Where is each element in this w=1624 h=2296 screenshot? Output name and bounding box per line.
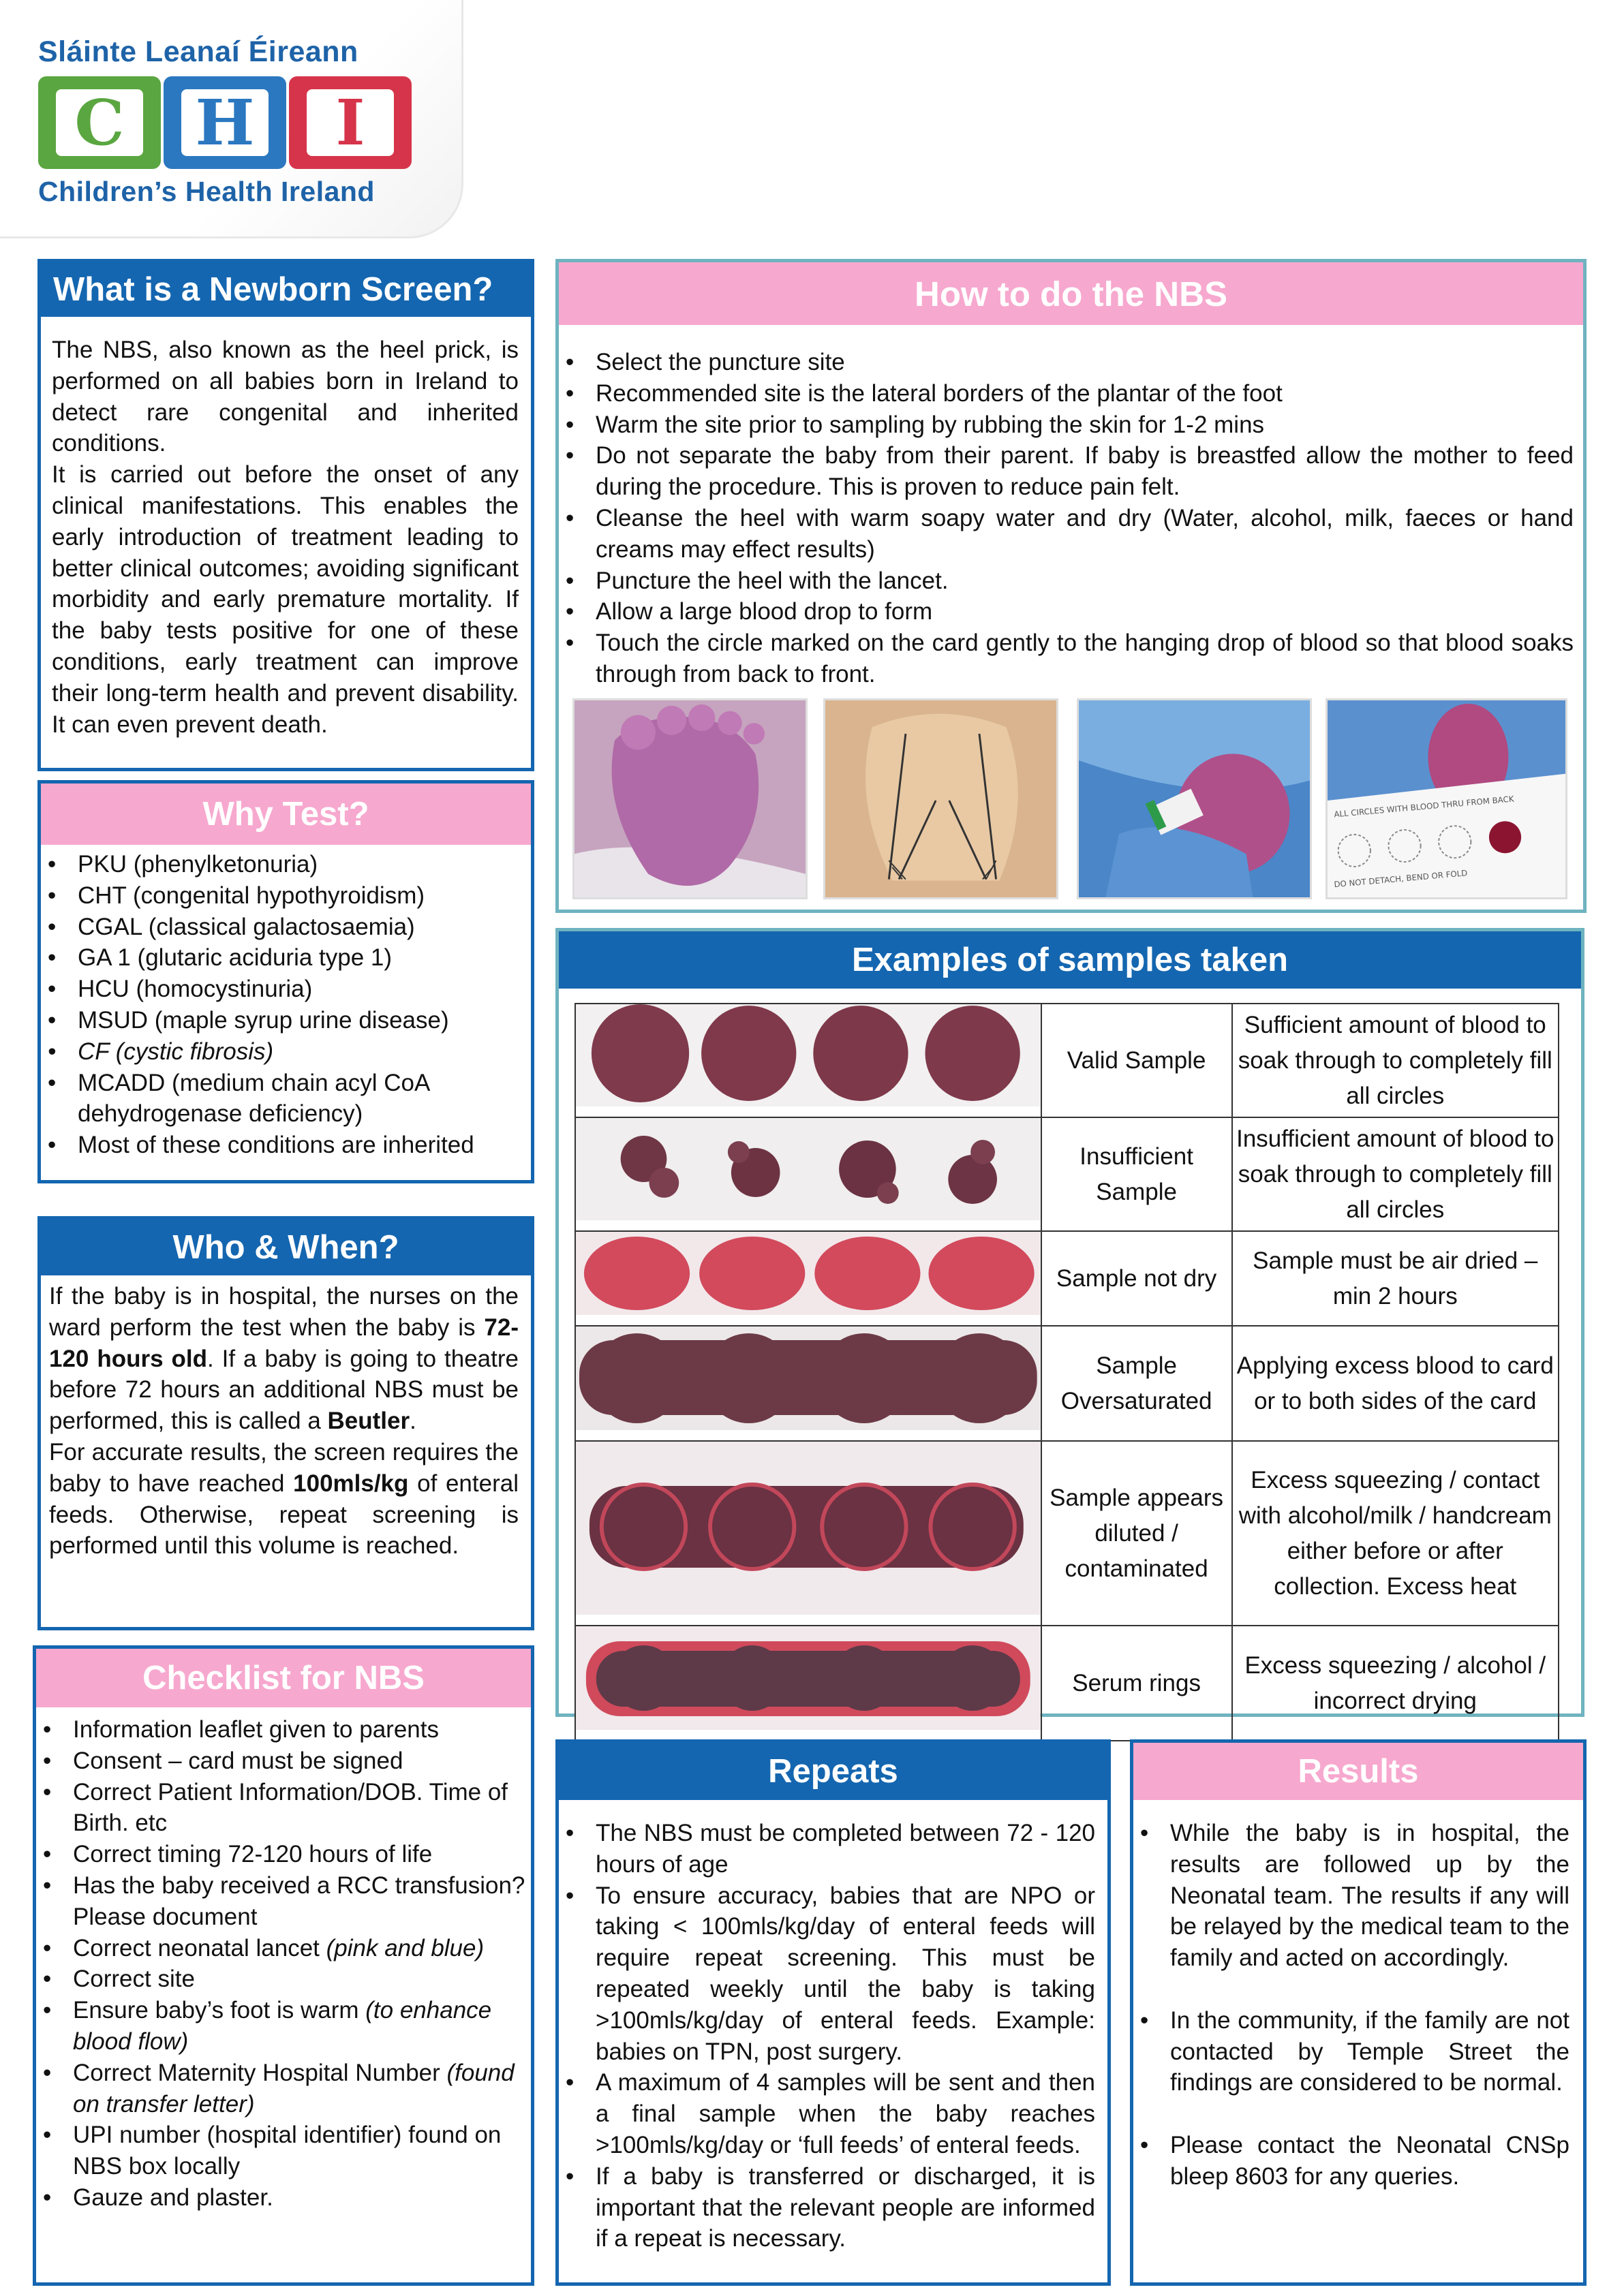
why-panel: [37, 780, 534, 1183]
what-body: [41, 317, 531, 740]
sample-desc-cell: [1232, 1626, 1559, 1741]
photo-blood-card: [1326, 698, 1567, 899]
who-text: of enteral feeds. Otherwise, repeat screening is performed until this volume is reached.: [49, 1470, 519, 1560]
why-list: [41, 845, 531, 1161]
repeats-panel: [555, 1739, 1111, 2286]
list-item: [36, 1870, 531, 1933]
list-item: [36, 2120, 531, 2182]
who-paragraph-1: [49, 1281, 519, 1437]
who-body: [41, 1275, 531, 1562]
list-item: • The NBS must be completed between 72 - 120 hours of age: [559, 1818, 1095, 1880]
checklist-text: Ensure baby’s foot is warm: [73, 1997, 366, 2024]
logo-letter-h: H: [181, 89, 269, 156]
why-title: Why Test?: [41, 784, 531, 845]
list-item: • Warm the site prior to sampling by rubbing the skin for 1-2 mins: [559, 409, 1574, 441]
cf-item-text: CF (cystic fibrosis): [78, 1038, 274, 1065]
sample-image-serum: [575, 1626, 1041, 1741]
sample-description: Applying excess blood to card or to both sides of the card: [1236, 1352, 1554, 1414]
logo-block-c: [38, 76, 161, 169]
sample-desc-cell: [1232, 1326, 1559, 1441]
sample-description: Excess squeezing / alcohol / incorrect drying: [1244, 1651, 1546, 1714]
list-item: • Allow a large blood drop to form: [559, 596, 1574, 627]
who-text: .: [410, 1408, 416, 1435]
checklist-text: Correct Patient Information/DOB. Time of Birth. etc: [73, 1778, 508, 1837]
who-panel: [37, 1216, 534, 1630]
list-item: [36, 1964, 531, 1995]
list-item: • Select the puncture site: [559, 347, 1574, 378]
list-item: [36, 1839, 531, 1870]
who-title: Who & When?: [41, 1220, 531, 1275]
list-item: [36, 1933, 531, 1964]
sample-description: Insufficient amount of blood to soak through to completely fill all circles: [1236, 1125, 1554, 1223]
sample-desc-cell: [1232, 1441, 1559, 1626]
list-item: • PKU (phenylketonuria): [41, 849, 531, 880]
checklist-text: Correct neonatal lancet: [73, 1934, 326, 1961]
what-paragraph-2: It is carried out before the onset of any clinical manifestations. This enables the early introduction of treatment leading to better clinical outcomes; avoiding significant morbidity and early premature mortality. If the baby tests positive for one of these conditions, early treatment can improve their long-term health and prevent disability. It can even prevent death.: [52, 461, 519, 738]
logo-block-h: [164, 76, 286, 169]
card-caption-bottom: DO NOT DETACH, BEND OR FOLD: [1333, 868, 1468, 890]
list-item: • Touch the circle marked on the card gently to the hanging drop of blood so that blood soaks through from back to front.: [559, 627, 1574, 690]
what-paragraph-1: The NBS, also known as the heel prick, is performed on all babies born in Ireland to detect rare congenital and inherited conditions.: [52, 337, 519, 457]
sample-image-valid: [575, 1004, 1041, 1117]
sample-name-cell: [1041, 1004, 1232, 1117]
list-item: • CGAL (classical galactosaemia): [41, 912, 531, 943]
list-item: • While the baby is in hospital, the results are followed up by the Neonatal team. The results if any will be relayed by the medical team to the family and acted on accordingly.: [1133, 1818, 1569, 1974]
checklist-text: Correct Maternity Hospital Number: [73, 2059, 447, 2086]
logo-block-i: [289, 76, 412, 169]
list-item: • Do not separate the baby from their parent. If baby is breastfed allow the mother to feed during the procedure. This is proven to reduce pain felt.: [559, 440, 1574, 503]
sample-name: Sample Oversaturated: [1060, 1352, 1212, 1414]
checklist-text: Consent – card must be signed: [73, 1747, 403, 1774]
checklist-title: Checklist for NBS: [36, 1649, 531, 1707]
chi-logo: [0, 0, 463, 238]
sample-name-cell: [1041, 1326, 1232, 1441]
checklist-text: Correct timing 72-120 hours of life: [73, 1841, 433, 1868]
sample-name-cell: [1041, 1441, 1232, 1626]
sample-name-cell: [1041, 1231, 1232, 1326]
what-panel: [37, 259, 534, 771]
photo-heel-diagram: [823, 698, 1058, 899]
list-item: [41, 1036, 531, 1068]
list-item: • HCU (homocystinuria): [41, 974, 531, 1005]
table-row: [575, 1004, 1559, 1117]
sample-name: Serum rings: [1072, 1669, 1201, 1696]
checklist-list: [36, 1707, 531, 2214]
list-item: [36, 2058, 531, 2120]
samples-title: Examples of samples taken: [559, 931, 1581, 989]
checklist-text: UPI number (hospital identifier) found on NBS box locally: [73, 2122, 502, 2180]
list-item: • MSUD (maple syrup urine disease): [41, 1005, 531, 1036]
list-item: • To ensure accuracy, babies that are NPO or taking < 100mls/kg/day of enteral feeds will require repeat screening. This must be repeated weekly until the baby is taking >100mls/kg/day of enteral feeds. Example: babies on TPN, post surgery.: [559, 1880, 1095, 2068]
repeats-list: [559, 1800, 1107, 2254]
list-item: • GA 1 (glutaric aciduria type 1): [41, 942, 531, 974]
sample-desc-cell: [1232, 1117, 1559, 1231]
photo-lancet: [1077, 698, 1312, 899]
repeats-title: Repeats: [559, 1743, 1107, 1800]
logo-irish-name: Sláinte Leanaí Éireann: [38, 35, 358, 68]
who-bold-volume: 100mls/kg: [293, 1470, 409, 1497]
how-title: How to do the NBS: [559, 262, 1583, 325]
sample-description: Sample must be air dried – min 2 hours: [1253, 1247, 1538, 1309]
who-bold-beutler: Beutler: [327, 1408, 410, 1435]
sample-image-notdry: [575, 1231, 1041, 1326]
sample-name-cell: [1041, 1626, 1232, 1741]
list-item: [36, 1995, 531, 2058]
table-row: [575, 1231, 1559, 1326]
list-item: • CHT (congenital hypothyroidism): [41, 880, 531, 912]
who-paragraph-2: [49, 1437, 519, 1562]
logo-english-name: Children’s Health Ireland: [38, 176, 375, 207]
results-list: [1133, 1800, 1583, 2192]
checklist-emphasis: (found on transfer letter): [73, 2059, 515, 2117]
checklist-text: Information leaflet given to parents: [73, 1716, 439, 1743]
who-text: If the baby is in hospital, the nurses on the ward perform the test when the baby is: [49, 1283, 519, 1341]
list-item: • Puncture the heel with the lancet.: [559, 565, 1574, 597]
table-row: [575, 1326, 1559, 1441]
list-item: • Recommended site is the lateral borders of the plantar of the foot: [559, 378, 1574, 409]
table-row: [575, 1117, 1559, 1231]
who-text: For accurate results, the screen requires the baby to have reached: [49, 1438, 519, 1497]
checklist-panel: [33, 1645, 534, 2286]
sample-name: Valid Sample: [1067, 1046, 1206, 1074]
list-item: • Please contact the Neonatal CNSp bleep 8603 for any queries.: [1133, 2130, 1569, 2192]
sample-image-oversaturated: [575, 1326, 1041, 1441]
checklist-emphasis: (pink and blue): [326, 1934, 485, 1961]
table-row: [575, 1626, 1559, 1741]
how-list: [559, 325, 1583, 690]
sample-name: Sample appears diluted / contaminated: [1050, 1484, 1224, 1582]
who-bold-hours: 72-120 hours old: [49, 1314, 519, 1372]
list-item: • MCADD (medium chain acyl CoA dehydrogenase deficiency): [41, 1068, 531, 1130]
sample-image-insufficient: [575, 1117, 1041, 1231]
list-item: • Most of these conditions are inherited: [41, 1130, 531, 1161]
sample-name-cell: [1041, 1117, 1232, 1231]
checklist-text: Has the baby received a RCC transfusion? Please document: [73, 1872, 525, 1930]
list-item: • If a baby is transferred or discharged, it is important that the relevant people are informed if a repeat is necessary.: [559, 2161, 1095, 2254]
sample-description: Excess squeezing / contact with alcohol/milk / handcream either before or after collection. Excess heat: [1238, 1466, 1552, 1600]
samples-table: [574, 1003, 1559, 1741]
results-panel: [1130, 1739, 1587, 2286]
sample-image-diluted: [575, 1441, 1041, 1626]
list-item: [36, 1777, 531, 1840]
logo-letter-i: I: [307, 89, 394, 156]
card-caption-top: ALL CIRCLES WITH BLOOD THRU FROM BACK: [1333, 794, 1515, 820]
sample-name: Sample not dry: [1056, 1265, 1217, 1292]
photo-baby-foot: [572, 698, 808, 899]
list-item: • A maximum of 4 samples will be sent and then a final sample when the baby reaches >100mls/kg/day or ‘full feeds’ of enteral feeds.: [559, 2067, 1095, 2160]
logo-letter-c: C: [56, 89, 143, 156]
table-row: [575, 1441, 1559, 1626]
list-item: [36, 2182, 531, 2214]
checklist-emphasis: (to enhance blood flow): [73, 1997, 492, 2055]
who-text: . If a baby is going to theatre before 72 hours an additional NBS must be performed, this is called a: [49, 1345, 519, 1435]
list-item: • Cleanse the heel with warm soapy water and dry (Water, alcohol, milk, faeces or hand creams may effect results): [559, 503, 1574, 565]
checklist-text: Gauze and plaster.: [73, 2184, 273, 2211]
list-item: • In the community, if the family are not contacted by Temple Street the findings are considered to be normal.: [1133, 2005, 1569, 2098]
list-item: [36, 1746, 531, 1777]
sample-desc-cell: [1232, 1231, 1559, 1326]
sample-desc-cell: [1232, 1004, 1559, 1117]
what-title: What is a Newborn Screen?: [41, 262, 531, 317]
list-item: [36, 1714, 531, 1746]
checklist-text: Correct site: [73, 1966, 195, 1993]
sample-name: Insufficient Sample: [1079, 1143, 1193, 1205]
sample-description: Sufficient amount of blood to soak through to completely fill all circles: [1238, 1011, 1552, 1109]
results-title: Results: [1133, 1743, 1583, 1800]
